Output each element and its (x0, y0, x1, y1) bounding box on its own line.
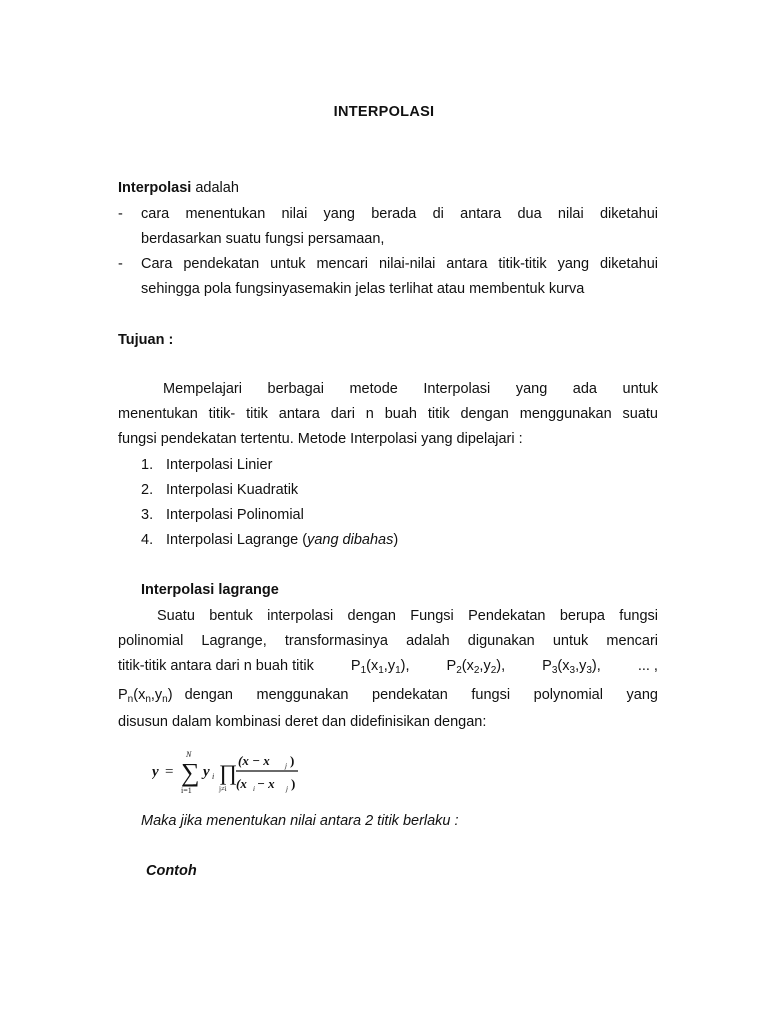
formula-yi: y (203, 764, 210, 780)
intro-term: Interpolasi (118, 180, 192, 196)
lagrange-line-2: polinomial Lagrange, transformasinya adalah digunakan untuk mencari (118, 633, 658, 649)
svg-text:): ) (291, 776, 296, 791)
bullet-marker: - (118, 206, 123, 222)
bullet-marker: - (118, 256, 123, 272)
lagrange-line-3-text: titik-titik antara dari n buah titik (118, 658, 314, 674)
bullet-2-line-2: sehingga pola fungsinyasemakin jelas terlihat atau membentuk kurva (141, 281, 585, 297)
point-n: $P_n(x_n,y_n)$ (118, 687, 173, 705)
intro-line (118, 180, 658, 196)
list-item-italic: yang dibahas (307, 532, 394, 548)
page-title: INTERPOLASI (333, 104, 435, 120)
formula-denom-sub1: i (253, 785, 255, 793)
ellipsis: ... , (637, 658, 658, 674)
lagrange-line-5: disusun dalam kombinasi deret dan didefinisikan dengan: (118, 714, 487, 730)
lagrange-line-4 (118, 687, 658, 703)
formula-lhs: y (152, 764, 159, 780)
point-3: $P_3(x_3,y_3)$, (542, 658, 601, 676)
contoh-heading: Contoh (146, 863, 197, 879)
lagrange-heading: Interpolasi lagrange (141, 582, 279, 598)
bullet-1-line-1: cara menentukan nilai yang berada di antara dua nilai diketahui (141, 206, 658, 222)
list-item: Interpolasi Polinomial (166, 507, 304, 523)
lagrange-formula (152, 746, 312, 798)
svg-text:=: = (165, 764, 174, 780)
tujuan-para-line-3: fungsi pendekatan tertentu. Metode Interpolasi yang dipelajari : (118, 431, 523, 447)
list-number: 3. (141, 507, 154, 523)
point-1: $P_1(x_1,y_1)$, (350, 658, 410, 676)
svg-text:∏: ∏ (219, 760, 238, 785)
list-item (166, 532, 398, 548)
maka-line: Maka jika menentukan nilai antara 2 titik berlaku : (141, 813, 459, 829)
lagrange-line-3 (118, 658, 658, 674)
formula-prod-bottom: j≠i (219, 785, 227, 793)
svg-text:): ) (290, 753, 295, 768)
bullet-2-line-1: Cara pendekatan untuk mencari nilai-nilai antara titik-titik yang diketahui (141, 256, 658, 272)
list-item-close: ) (393, 532, 399, 548)
lagrange-line-4-text: dengan menggunakan pendekatan fungsi polynomial yang (184, 687, 658, 703)
bullet-1-line-2: berdasarkan suatu fungsi persamaan, (141, 231, 385, 247)
formula-denominator: (x (236, 776, 247, 791)
list-item: Interpolasi Kuadratik (166, 482, 299, 498)
formula-sum-bottom: i=1 (181, 786, 192, 795)
list-number: 4. (141, 532, 154, 548)
svg-text:∑: ∑ (181, 758, 200, 787)
lagrange-line-1: Suatu bentuk interpolasi dengan Fungsi Pendekatan berupa fungsi (157, 608, 658, 624)
formula-denom-mid: − x (257, 776, 275, 791)
list-item: Interpolasi Linier (166, 457, 273, 473)
tujuan-para-line-2: menentukan titik- titik antara dari n buah titik dengan menggunakan suatu (118, 406, 658, 422)
formula-yi-sub: i (212, 772, 215, 781)
formula-numer-sub: j (285, 762, 287, 770)
tujuan-para-line-1: Mempelajari berbagai metode Interpolasi yang ada untuk (163, 381, 658, 397)
formula-numerator: (x − x (238, 753, 270, 768)
intro-rest: adalah (191, 180, 239, 196)
point-2: $P_2(x_2,y_2)$, (446, 658, 506, 676)
list-item-text: Interpolasi Lagrange ( (166, 532, 308, 548)
list-number: 1. (141, 457, 154, 473)
tujuan-heading: Tujuan : (118, 332, 174, 348)
formula-denom-sub2: j (286, 785, 288, 793)
formula-sum-top: N (186, 750, 192, 759)
list-number: 2. (141, 482, 154, 498)
